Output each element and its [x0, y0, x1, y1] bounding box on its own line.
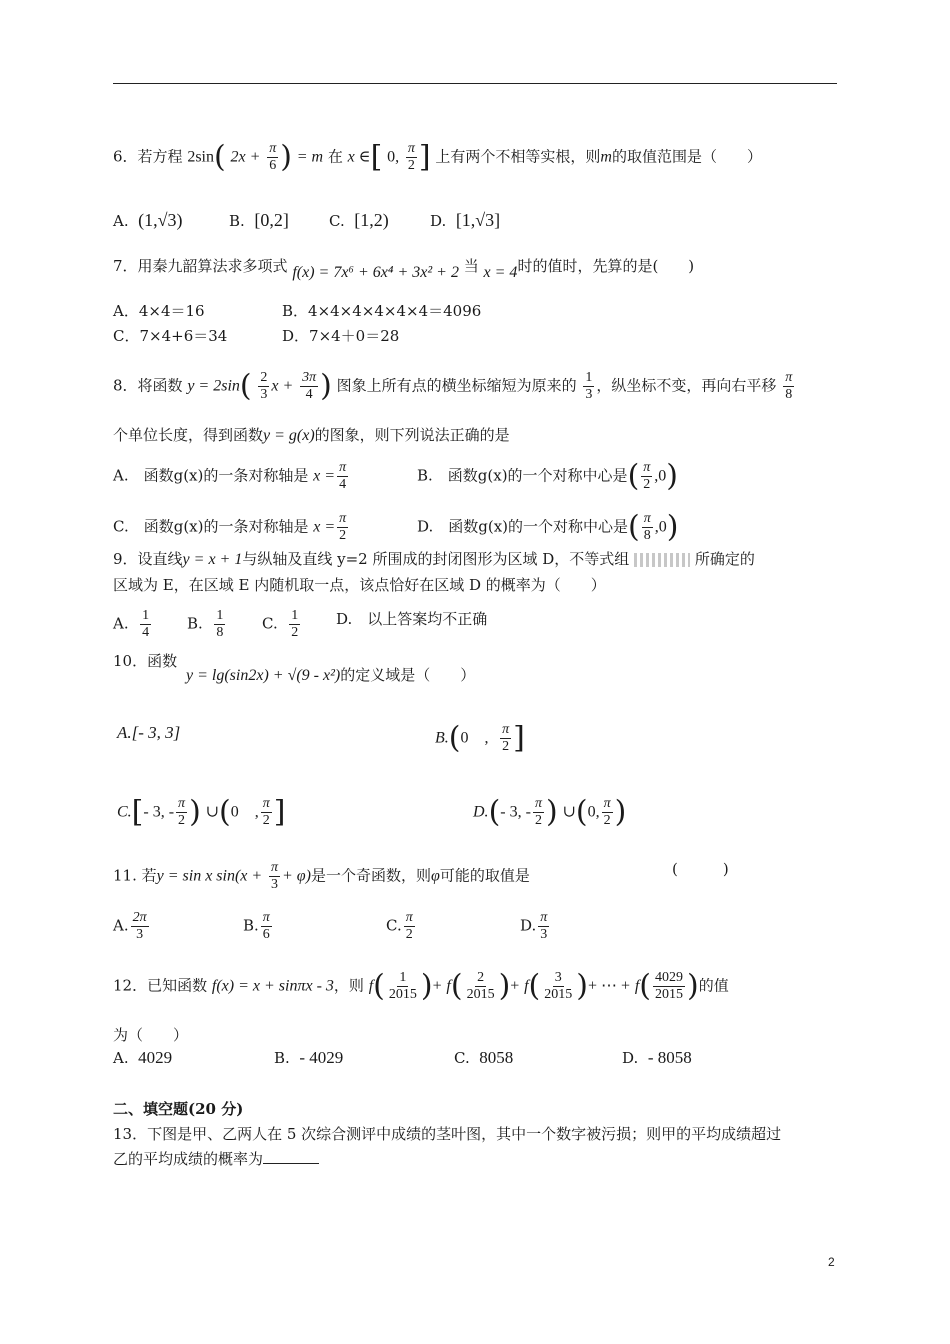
- question-10: 10．函数: [113, 652, 178, 670]
- q7-option-c: C．7×4+6＝34: [113, 327, 228, 345]
- question-8: 8．将函数 y = 2sin( $\frac{2}{3}$ x + $\frac{3\pi}{4}$ ) 图象上所有点的横坐标缩短为原来的 $\frac{1}{3}$ ，纵坐标不变，再向右平移 $\frac{\pi}{8}$: [113, 368, 793, 404]
- q9-option-c: C. $\frac{1}{2}$: [262, 608, 299, 640]
- question-6: 6．若方程 2sin( 2x + $\frac{\pi}{6}$ ) = m 在 x ∈[ 0, $\frac{\pi}{2}$ ] 上有两个不相等实根，则m的取值范围是（ ）: [113, 139, 762, 175]
- q10-option-b: B.(0 , $\frac{\pi}{2}$ ]: [435, 720, 525, 756]
- q6-option-b: B. [0,2]: [229, 210, 289, 230]
- question-13-line2: 乙的平均成绩的概率为: [113, 1148, 319, 1170]
- q12-option-d: D. - 8058: [622, 1048, 692, 1067]
- q9-option-d: D. 以上答案均不正确: [336, 610, 488, 628]
- q7-option-a: A．4×4＝16: [113, 302, 205, 320]
- q6-option-c: C. [1,2): [329, 210, 389, 230]
- page-number: 2: [828, 1255, 835, 1269]
- q11-option-d: D. $\frac{\pi}{3}$: [520, 910, 548, 942]
- q11-option-a: A. $\frac{2\pi}{3}$: [113, 910, 147, 942]
- q9-option-b: B. $\frac{1}{8}$: [187, 608, 224, 640]
- q8-option-a: A. 函数g(x)的一条对称轴是 x = $\frac{\pi}{4}$: [113, 460, 347, 492]
- question-13: 13．下图是甲、乙两人在 5 次综合测评中成绩的茎叶图，其中一个数字被污损；则甲的平均成绩超过: [113, 1125, 782, 1143]
- question-8-line2: 个单位长度，得到函数y = g(x)的图象，则下列说法正确的是: [113, 426, 510, 444]
- q7-option-b: B．4×4×4×4×4×4＝4096: [282, 302, 482, 320]
- q12-option-a: A. 4029: [113, 1048, 173, 1067]
- q6-option-a: A. (1,√3): [113, 210, 183, 230]
- inequality-system-image: [634, 553, 690, 567]
- q8-option-c: C. 函数g(x)的一条对称轴是 x = $\frac{\pi}{2}$: [113, 511, 347, 543]
- q12-option-c: C. 8058: [454, 1048, 514, 1067]
- question-11: 11. 若y = sin x sin(x + $\frac{\pi}{3}$ + φ)是一个奇函数，则φ可能的取值是: [113, 860, 530, 892]
- q12-option-b: B. - 4029: [274, 1048, 344, 1067]
- q11-option-b: B. $\frac{\pi}{6}$: [243, 910, 270, 942]
- q6-option-d: D. [1,√3]: [430, 210, 501, 230]
- q8-option-b: B. 函数g(x)的一个对称中心是( $\frac{\pi}{2}$ ,0): [417, 458, 679, 494]
- q8-option-d: D. 函数g(x)的一个对称中心是( $\frac{\pi}{8}$ ,0): [417, 509, 679, 545]
- question-12: 12．已知函数 f(x) = x + sinπx - 3，则 f( $\frac{1}{2015}$ )+ f( $\frac{2}{2015}$ )+ f( $\frac{3}{2015}$ )+ ⋯ + f( $\frac{4029}{2015}$ )的值: [113, 968, 729, 1004]
- header-rule: [113, 83, 837, 84]
- question-9: 9．设直线y = x + 1与纵轴及直线 y=2 所围成的封闭图形为区域 D，不等式组 所确定的: [113, 550, 755, 568]
- q11-option-c: C. $\frac{\pi}{2}$: [386, 910, 413, 942]
- q10-option-d: D.(- 3, - $\frac{\pi}{2}$ ) ∪(0, $\frac{\pi}{2}$ ): [473, 794, 627, 830]
- question-7: 7．用秦九韶算法求多项式 f(x) = 7x⁶ + 6x⁴ + 3x² + 2 当 x = 4时的值时，先算的是( ): [113, 257, 695, 281]
- q11-paren: ( ): [672, 860, 729, 878]
- answer-blank: [263, 1149, 319, 1164]
- q10-option-a: A.[- 3, 3]: [117, 723, 181, 742]
- q7-option-d: D．7×4＋0＝28: [282, 327, 400, 345]
- q10-option-c: C.[- 3, - $\frac{\pi}{2}$ ) ∪(0 , $\frac{\pi}{2}$ ]: [117, 794, 286, 830]
- question-10-fn: y = lg(sin2x) + √(9 - x²)的定义域是（ ）: [186, 666, 476, 684]
- q9-option-a: A. $\frac{1}{4}$: [113, 608, 150, 640]
- question-12-line2: 为（ ）: [113, 1026, 189, 1044]
- question-9-line2: 区域为 E，在区域 E 内随机取一点，该点恰好在区域 D 的概率为（ ）: [113, 576, 606, 594]
- section-2-title: 二、填空题(20 分): [113, 1100, 244, 1118]
